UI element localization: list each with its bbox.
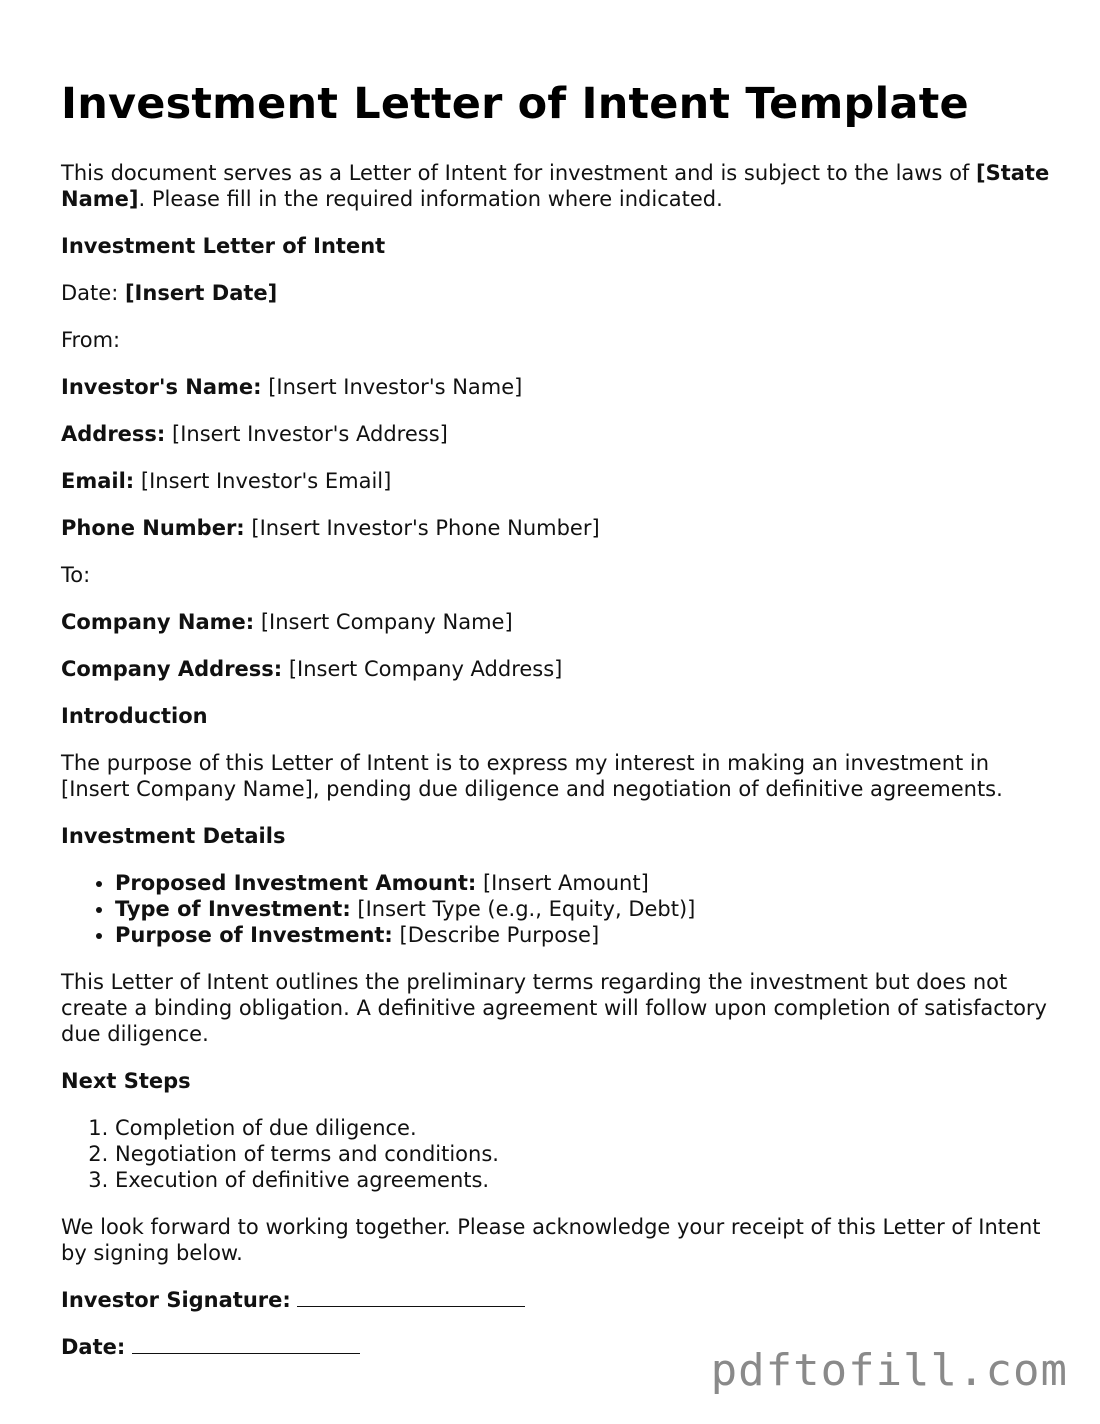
investor-phone-label: Phone Number: bbox=[61, 516, 245, 540]
document-title: Investment Letter of Intent Template bbox=[61, 79, 969, 129]
date-line bbox=[61, 280, 1051, 306]
investor-email-value: [Insert Investor's Email] bbox=[134, 469, 392, 493]
section-heading-letter: Investment Letter of Intent bbox=[61, 234, 386, 258]
investor-email-label: Email: bbox=[61, 469, 135, 493]
intro-text-before: This document serves as a Letter of Intent for investment and is subject to the laws of bbox=[61, 161, 976, 185]
list-item bbox=[115, 896, 1051, 922]
company-address-label: Company Address: bbox=[61, 657, 283, 681]
list-item bbox=[115, 922, 1051, 948]
list-item-label: Proposed Investment Amount: bbox=[115, 871, 477, 895]
investor-address-value: [Insert Investor's Address] bbox=[165, 422, 448, 446]
investor-signature-line bbox=[61, 1287, 1051, 1313]
list-item bbox=[115, 870, 1051, 896]
signature-date-label: Date: bbox=[61, 1335, 126, 1359]
investor-phone-value: [Insert Investor's Phone Number] bbox=[244, 516, 600, 540]
company-name-label: Company Name: bbox=[61, 610, 255, 634]
section-heading-next-steps: Next Steps bbox=[61, 1069, 191, 1093]
document-page bbox=[61, 78, 1051, 1381]
investor-address-label: Address: bbox=[61, 422, 166, 446]
investor-signature-field[interactable] bbox=[297, 1288, 525, 1307]
closing-paragraph: We look forward to working together. Please acknowledge your receipt of this Letter of Intent by signing below. bbox=[61, 1215, 1041, 1265]
list-item-value: [Insert Type (e.g., Equity, Debt)] bbox=[350, 897, 696, 921]
list-item: 3. Execution of definitive agreements. bbox=[115, 1167, 1051, 1193]
investor-phone-line bbox=[61, 515, 1051, 541]
company-address-value: [Insert Company Address] bbox=[282, 657, 563, 681]
investor-address-line bbox=[61, 421, 1051, 447]
introduction-paragraph: The purpose of this Letter of Intent is to express my interest in making an investment in [Insert Company Name], pending due diligence and negotiation of definitive agreements. bbox=[61, 751, 1003, 801]
section-heading-introduction: Introduction bbox=[61, 704, 208, 728]
intro-text-after: . Please fill in the required information where indicated. bbox=[138, 187, 723, 211]
investor-signature-label: Investor Signature: bbox=[61, 1288, 291, 1312]
section-heading-investment-details: Investment Details bbox=[61, 824, 286, 848]
state-name-placeholder: [State Name] bbox=[61, 161, 1050, 211]
investor-name-label: Investor's Name: bbox=[61, 375, 262, 399]
date-placeholder: [Insert Date] bbox=[124, 281, 278, 305]
company-name-line bbox=[61, 609, 1051, 635]
list-item: 1. Completion of due diligence. bbox=[115, 1115, 1051, 1141]
list-item-label: Purpose of Investment: bbox=[115, 923, 393, 947]
investor-name-value: [Insert Investor's Name] bbox=[261, 375, 523, 399]
watermark: pdftofill.com bbox=[710, 1345, 1068, 1396]
list-item-value: [Insert Amount] bbox=[476, 871, 649, 895]
list-item-label: Type of Investment: bbox=[115, 897, 351, 921]
from-label: From: bbox=[61, 328, 121, 352]
investment-details-list bbox=[61, 870, 1051, 948]
list-item-value: [Describe Purpose] bbox=[392, 923, 600, 947]
next-steps-list bbox=[61, 1115, 1051, 1193]
investor-name-line bbox=[61, 374, 1051, 400]
non-binding-paragraph: This Letter of Intent outlines the preliminary terms regarding the investment but does not create a binding obligation. A definitive agreement will follow upon completion of satisfactory due diligence. bbox=[61, 970, 1047, 1046]
signature-date-field[interactable] bbox=[132, 1335, 360, 1354]
company-address-line bbox=[61, 656, 1051, 682]
investor-email-line bbox=[61, 468, 1051, 494]
date-label: Date: bbox=[61, 281, 125, 305]
to-label: To: bbox=[61, 563, 91, 587]
list-item: 2. Negotiation of terms and conditions. bbox=[115, 1141, 1051, 1167]
company-name-value: [Insert Company Name] bbox=[254, 610, 513, 634]
intro-paragraph bbox=[61, 160, 1051, 212]
